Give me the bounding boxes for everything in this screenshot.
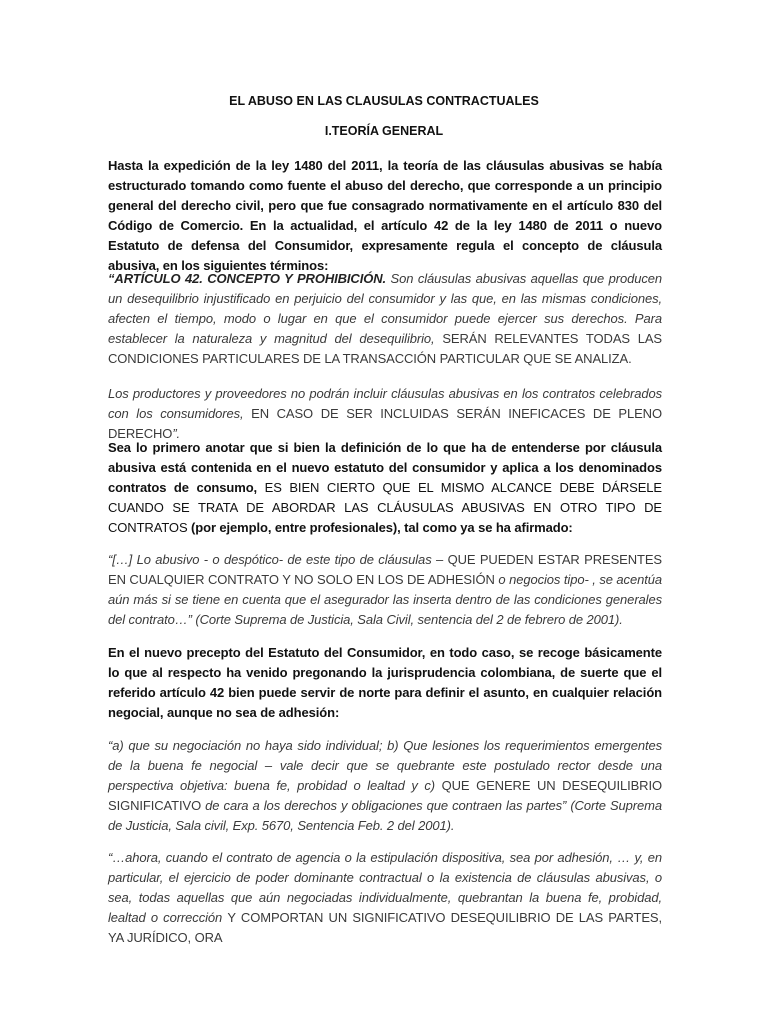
document-title: EL ABUSO EN LAS CLAUSULAS CONTRACTUALES	[229, 94, 539, 108]
quote-corte-suprema-2	[108, 736, 662, 836]
quote-article-42-continued	[108, 384, 662, 444]
quote-end: de cara a los derechos y obligaciones que contraen las partes” (Corte Suprema de Justicia, Sala civil, Exp. 5670, Sentencia Feb. 2 del 2001).	[108, 798, 662, 833]
quote-text: “…ahora, cuando el contrato de agencia o la estipulación dispositiva, sea por adhesión, … y, en particular, el ejercicio de poder dominante contractual o la existencia de cláusulas abusivas, o sea, todas aquellas que aún negociadas individualmente, quebrantan la buena fe, probidad, lealtad o corrección	[108, 850, 662, 925]
paragraph-scope	[108, 438, 662, 538]
quote-text: “[…] Lo abusivo - o despótico- de este tipo de cláusulas –	[108, 552, 448, 567]
article-heading: “ARTÍCULO 42. CONCEPTO Y PROHIBICIÓN.	[108, 271, 387, 286]
quote-caps-text: QUE PUEDEN ESTAR PRESENTES EN CUALQUIER CONTRATO Y NO SOLO EN LOS DE ADHESIÓN	[108, 552, 662, 587]
quote-text: Los productores y proveedores no podrán incluir cláusulas abusivas en los contratos celebrados con los consumidores,	[108, 386, 662, 421]
paragraph-intro: Hasta la expedición de la ley 1480 del 2011, la teoría de las cláusulas abusivas se había estructurado tomando como fuente el abuso del derecho, que corresponde a un principio general del derecho civil, pero que fue consagrado normativamente en el artículo 830 del Código de Comercio. En la actualidad, el artículo 42 de la ley 1480 de 2011 o nuevo Estatuto de defensa del Consumidor, expresamente regula el concepto de cláusula abusiva, en los siguientes términos:	[108, 158, 662, 273]
quote-article-42	[108, 269, 662, 369]
paragraph-caps-text: ES BIEN CIERTO QUE EL MISMO ALCANCE DEBE DÁRSELE CUANDO SE TRATA DE ABORDAR LAS CLÁUSULAS ABUSIVAS EN OTRO TIPO DE CONTRATOS	[108, 480, 663, 535]
quote-end: ”.	[172, 426, 181, 441]
quote-caps-text: EN CASO DE SER INCLUIDAS SERÁN INEFICACES DE PLENO DERECHO	[108, 406, 662, 441]
quote-caps-text: QUE GENERE UN DESEQUILIBRIO SIGNIFICATIVO	[108, 778, 662, 813]
quote-text: Son cláusulas abusivas aquellas que producen un desequilibrio injustificado en perjuicio del consumidor y las que, en las mismas condiciones, afecten el tiempo, modo o lugar en que el consumidor puede ejercer sus derechos. Para establecer la naturaleza y magnitud del desequilibrio,	[108, 271, 662, 346]
section-heading: I.TEORÍA GENERAL	[324, 124, 444, 138]
quote-caps-text: SERÁN RELEVANTES TODAS LAS CONDICIONES PARTICULARES DE LA TRANSACCIÓN PARTICULAR QUE SE ANALIZA.	[108, 331, 662, 366]
paragraph-precept: En el nuevo precepto del Estatuto del Consumidor, en todo caso, se recoge básicamente lo que al respecto ha venido pregonando la jurisprudencia colombiana, de suerte que el referido artículo 42 bien puede servir de norte para definir el asunto, en cualquier relación negocial, aunque no sea de adhesión:	[108, 645, 662, 720]
quote-corte-suprema-1	[108, 550, 662, 630]
quote-caps-text: Y COMPORTAN UN SIGNIFICATIVO DESEQUILIBRIO DE LAS PARTES, YA JURÍDICO, ORA	[108, 910, 662, 945]
paragraph-text: Sea lo primero anotar que si bien la definición de lo que ha de entenderse por cláusula abusiva está contenida en el nuevo estatuto del consumidor y aplica a los denominados contratos de consumo,	[108, 440, 662, 495]
quote-agency-contract	[108, 848, 662, 948]
quote-text: “a) que su negociación no haya sido individual; b) Que lesiones los requerimientos emergentes de la buena fe negocial – vale decir que se quebrante este postulado rector desde una perspectiva objetiva: buena fe, probidad o lealtad y c)	[108, 738, 662, 793]
paragraph-end: (por ejemplo, entre profesionales), tal como ya se ha afirmado:	[187, 520, 573, 535]
quote-end: o negocios tipo- , se acentúa aún más si se tiene en cuenta que el asegurador las inserta dentro de las condiciones generales del contrato…” (Corte Suprema de Justicia, Sala Civil, sentencia del 2 de febrero de 2001).	[108, 572, 662, 627]
